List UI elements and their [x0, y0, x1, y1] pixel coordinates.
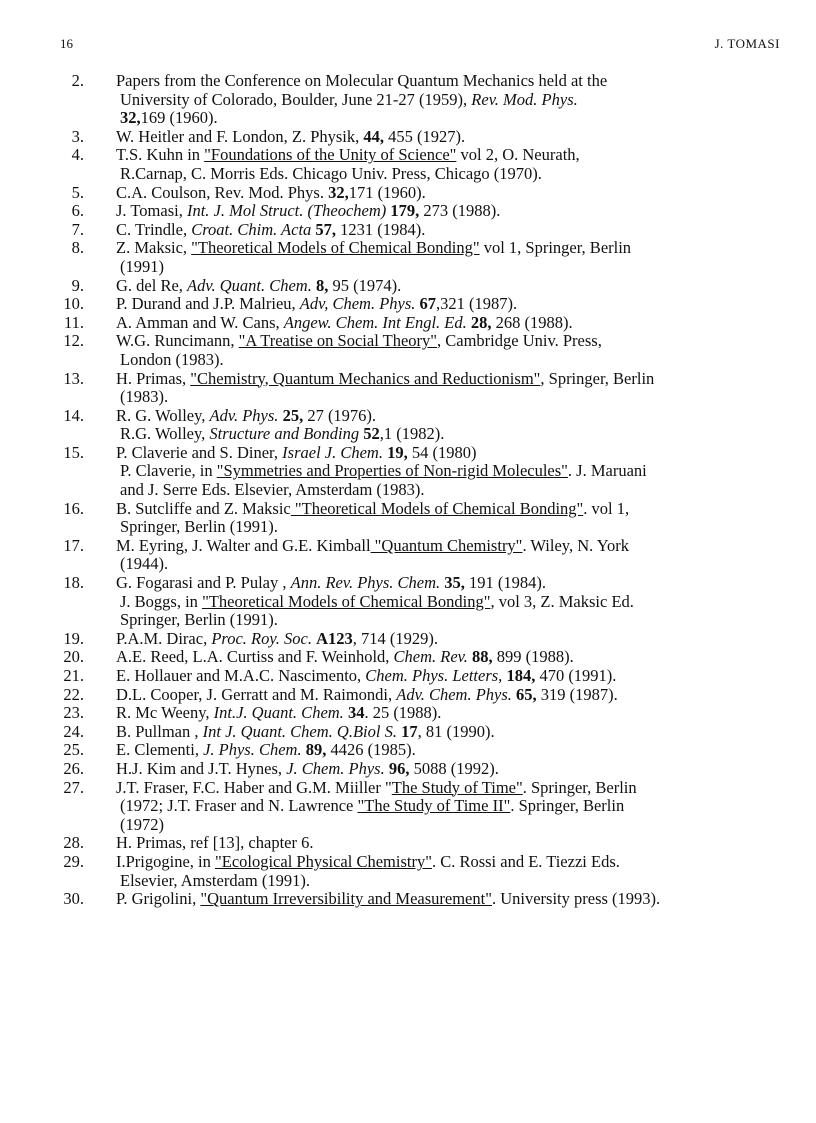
reference-number: 17. [63, 535, 84, 555]
reference-number: 16. [63, 498, 84, 518]
reference-line: E. Clementi, J. Phys. Chem. 89, 4426 (1985). [116, 740, 416, 760]
reference-item [0, 760, 816, 779]
reference-line: J. Boggs, in "Theoretical Models of Chemical Bonding", vol 3, Z. Maksic Ed. [120, 591, 634, 611]
reference-line: (1991) [120, 256, 164, 276]
reference-number: 27. [63, 777, 84, 797]
reference-line: (1972) [120, 814, 164, 834]
reference-item [0, 630, 816, 649]
reference-item [0, 370, 816, 407]
reference-line: R. G. Wolley, Adv. Phys. 25, 27 (1976). [116, 405, 377, 425]
reference-number: 28. [63, 833, 84, 853]
reference-item [0, 890, 816, 909]
reference-text [116, 184, 806, 203]
reference-text [116, 221, 806, 240]
reference-number: 4. [71, 145, 84, 165]
reference-number: 26. [63, 758, 84, 778]
reference-item [0, 444, 816, 500]
reference-line: 32,169 (1960). [120, 108, 218, 128]
page-number: 16 [60, 36, 73, 51]
reference-text [116, 407, 806, 444]
reference-line: R.G. Wolley, Structure and Bonding 52,1 (1982). [120, 424, 445, 444]
reference-number: 25. [63, 740, 84, 760]
reference-text [116, 630, 806, 649]
reference-line: J.T. Fraser, F.C. Haber and G.M. Miiller "The Study of Time". Springer, Berlin [116, 777, 637, 797]
reference-text [116, 704, 806, 723]
reference-text [116, 834, 806, 853]
reference-item [0, 686, 816, 705]
reference-item [0, 407, 816, 444]
reference-line: (1944). [120, 554, 169, 574]
reference-line: H.J. Kim and J.T. Hynes, J. Chem. Phys. 96, 5088 (1992). [116, 758, 499, 778]
reference-line: W.G. Runcimann, "A Treatise on Social Theory", Cambridge Univ. Press, [116, 331, 602, 351]
reference-line: Papers from the Conference on Molecular Quantum Mechanics held at the [116, 71, 608, 90]
reference-text [116, 686, 806, 705]
reference-item [0, 221, 816, 240]
reference-text [116, 760, 806, 779]
reference-text [116, 277, 806, 296]
reference-text [116, 741, 806, 760]
reference-number: 10. [63, 294, 84, 314]
reference-line: P.A.M. Dirac, Proc. Roy. Soc. A123, 714 (1929). [116, 628, 439, 648]
reference-line: and J. Serre Eds. Elsevier, Amsterdam (1983). [120, 480, 425, 500]
reference-text [116, 500, 806, 537]
reference-number: 19. [63, 628, 84, 648]
reference-line: P. Claverie and S. Diner, Israel J. Chem. 19, 54 (1980) [116, 442, 477, 462]
reference-number: 14. [63, 405, 84, 425]
running-head: J. TOMASI [714, 36, 780, 51]
reference-line: T.S. Kuhn in "Foundations of the Unity of Science" vol 2, O. Neurath, [116, 145, 580, 165]
reference-item [0, 537, 816, 574]
reference-item [0, 277, 816, 296]
reference-line: B. Pullman , Int J. Quant. Chem. Q.Biol S. 17, 81 (1990). [116, 721, 495, 741]
reference-line: C.A. Coulson, Rev. Mod. Phys. 32,171 (1960). [116, 182, 426, 202]
reference-line: A. Amman and W. Cans, Angew. Chem. Int Engl. Ed. 28, 268 (1988). [116, 312, 573, 332]
reference-line: Z. Maksic, "Theoretical Models of Chemical Bonding" vol 1, Springer, Berlin [116, 238, 632, 258]
reference-number: 23. [63, 703, 84, 723]
reference-text [116, 648, 806, 667]
reference-line: University of Colorado, Boulder, June 21-27 (1959), Rev. Mod. Phys. [120, 89, 578, 109]
reference-line: Springer, Berlin (1991). [120, 517, 278, 537]
reference-item [0, 574, 816, 630]
reference-text [116, 202, 806, 221]
reference-number: 9. [71, 275, 84, 295]
reference-line: Springer, Berlin (1991). [120, 610, 278, 630]
reference-list [0, 72, 816, 909]
reference-line: J. Tomasi, Int. J. Mol Struct. (Theochem) 179, 273 (1988). [116, 201, 501, 221]
reference-line: R. Mc Weeny, Int.J. Quant. Chem. 34. 25 (1988). [116, 703, 442, 723]
reference-line: London (1983). [120, 349, 224, 369]
reference-line: G. Fogarasi and P. Pulay , Ann. Rev. Phys. Chem. 35, 191 (1984). [116, 573, 547, 593]
reference-item [0, 184, 816, 203]
reference-line: (1983). [120, 387, 169, 407]
reference-number: 22. [63, 684, 84, 704]
reference-line: P. Grigolini, "Quantum Irreversibility and Measurement". University press (1993). [116, 889, 661, 909]
reference-line: H. Primas, "Chemistry, Quantum Mechanics and Reductionism", Springer, Berlin [116, 368, 655, 388]
reference-item [0, 239, 816, 276]
reference-line: P. Durand and J.P. Malrieu, Adv, Chem. Phys. 67,321 (1987). [116, 294, 518, 314]
reference-number: 20. [63, 647, 84, 667]
reference-text [116, 890, 806, 909]
reference-text [116, 128, 806, 147]
reference-line: D.L. Cooper, J. Gerratt and M. Raimondi, Adv. Chem. Phys. 65, 319 (1987). [116, 684, 618, 704]
reference-item [0, 779, 816, 835]
reference-number: 13. [63, 368, 84, 388]
reference-item [0, 128, 816, 147]
reference-number: 3. [71, 126, 84, 146]
reference-number: 18. [63, 573, 84, 593]
reference-item [0, 500, 816, 537]
reference-text [116, 370, 806, 407]
reference-item [0, 704, 816, 723]
reference-number: 2. [71, 71, 84, 90]
reference-line: A.E. Reed, L.A. Curtiss and F. Weinhold, Chem. Rev. 88, 899 (1988). [116, 647, 574, 667]
reference-line: G. del Re, Adv. Quant. Chem. 8, 95 (1974). [116, 275, 402, 295]
reference-number: 15. [63, 442, 84, 462]
reference-text [116, 332, 806, 369]
reference-line: C. Trindle, Croat. Chim. Acta 57, 1231 (1984). [116, 219, 426, 239]
reference-text [116, 667, 806, 686]
reference-text [116, 314, 806, 333]
reference-line: H. Primas, ref [13], chapter 6. [116, 833, 314, 853]
reference-number: 30. [63, 889, 84, 909]
reference-item [0, 853, 816, 890]
reference-line: M. Eyring, J. Walter and G.E. Kimball "Quantum Chemistry". Wiley, N. York [116, 535, 630, 555]
reference-line: P. Claverie, in "Symmetries and Properties of Non-rigid Molecules". J. Maruani [120, 461, 647, 481]
reference-number: 7. [71, 219, 84, 239]
reference-line: B. Sutcliffe and Z. Maksic "Theoretical Models of Chemical Bonding". vol 1, [116, 498, 630, 518]
reference-text [116, 72, 806, 128]
reference-number: 8. [71, 238, 84, 258]
reference-item [0, 295, 816, 314]
reference-text [116, 239, 806, 276]
reference-number: 21. [63, 666, 84, 685]
reference-text [116, 723, 806, 742]
reference-line: W. Heitler and F. London, Z. Physik, 44, 455 (1927). [116, 126, 466, 146]
reference-line: R.Carnap, C. Morris Eds. Chicago Univ. Press, Chicago (1970). [120, 163, 542, 183]
reference-text [116, 574, 806, 630]
reference-number: 24. [63, 721, 84, 741]
reference-item [0, 72, 816, 128]
reference-item [0, 314, 816, 333]
reference-line: Elsevier, Amsterdam (1991). [120, 870, 310, 890]
reference-item [0, 667, 816, 686]
reference-item [0, 723, 816, 742]
reference-item [0, 332, 816, 369]
reference-text [116, 537, 806, 574]
reference-line: (1972; J.T. Fraser and N. Lawrence "The Study of Time II". Springer, Berlin [120, 796, 625, 816]
reference-item [0, 741, 816, 760]
reference-text [116, 295, 806, 314]
reference-item [0, 202, 816, 221]
reference-item [0, 648, 816, 667]
reference-text [116, 146, 806, 183]
reference-item [0, 834, 816, 853]
reference-number: 12. [63, 331, 84, 351]
reference-text [116, 779, 806, 835]
reference-text [116, 853, 806, 890]
reference-number: 29. [63, 851, 84, 871]
reference-number: 5. [71, 182, 84, 202]
reference-number: 6. [71, 201, 84, 221]
reference-number: 11. [63, 312, 84, 332]
reference-line: E. Hollauer and M.A.C. Nascimento, Chem. Phys. Letters, 184, 470 (1991). [116, 666, 617, 685]
reference-text [116, 444, 806, 500]
reference-line: I.Prigogine, in "Ecological Physical Chemistry". C. Rossi and E. Tiezzi Eds. [116, 851, 620, 871]
reference-item [0, 146, 816, 183]
